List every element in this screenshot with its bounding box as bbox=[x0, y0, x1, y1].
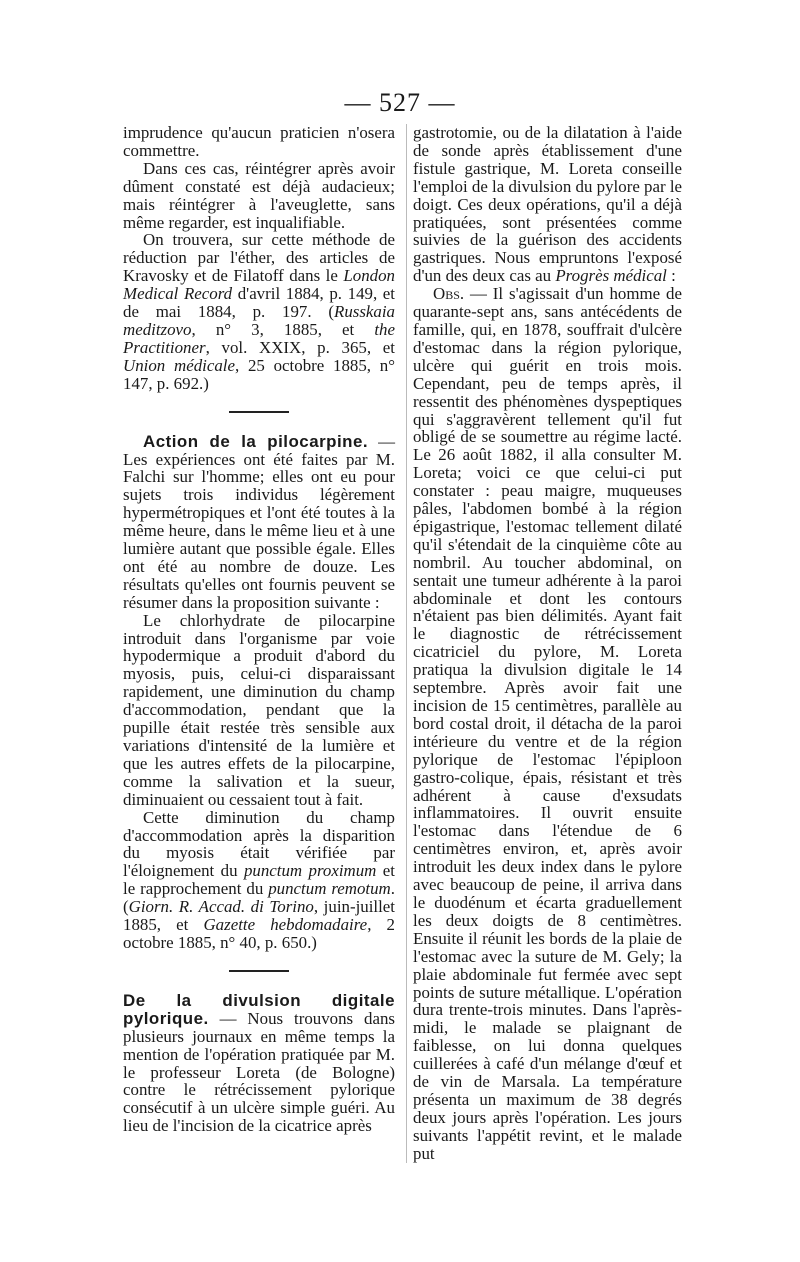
section-pilocarpine: Action de la pilocarpine. — Les expériences ont été faites par M. Falchi sur l'homme; elles ont eu pour sujets trois individus légèrement hypermétropiques et l'ont été toutes à la même heure, dans le même lieu et à une lumière autant que possible égale. Elles ont été au nombre de douze. Les résultats qu'elles ont fournis peuvent se résumer dans la proposition suivante : bbox=[123, 431, 395, 612]
obs-label: Obs. bbox=[433, 284, 465, 304]
section-divulsion: De la divulsion digitale pylorique. — Nous trouvons dans plusieurs journaux en même temps la mention de l'opération pratiquée par M. le professeur Loreta (de Bologne) contre le rétrécissement pylorique consécutif à un ulcère simple guéri. Au lieu de l'incision de la cicatrice après bbox=[123, 990, 395, 1136]
right-column bbox=[406, 124, 682, 1163]
paragraph: gastrotomie, ou de la dilatation à l'aide de sonde après établissement d'une fistule gastrique, M. Loreta conseille l'emploi de la divulsion du pylore par le doigt. Ces deux opérations, qu'il a déjà pratiquées, sont présentées comme suivies de la guérison des accidents gastriques. Nous empruntons l'exposé d'un des deux cas au Progrès médical : bbox=[413, 123, 683, 286]
left-column bbox=[123, 124, 395, 1135]
section-heading: De la divulsion digitale pylorique. bbox=[123, 990, 395, 1028]
paragraph: Le chlorhydrate de pilocarpine introduit dans l'organisme par voie hypodermique a produit d'abord du myosis, puis, celui-ci disparaissant rapidement, une diminution du champ d'accommodation, pendant que la pupille était restée très sensible aux variations d'intensité de la lumière et que les autres effets de la pilocarpine, comme la salivation et la sueur, diminuaient ou cessaient tout à fait. bbox=[123, 610, 395, 809]
observation-paragraph: Obs. — Il s'agissait d'un homme de quarante-sept ans, sans antécédents de famille, qui, en 1878, souffrait d'ulcère d'estomac dans la région pylorique, ulcère qui guérit en trois mois. Cependant, peu de temps après, il ressentit des phénomènes dyspeptiques qui s'aggravèrent tellement qu'il fut obligé de se soumettre au régime lacté. Le 26 août 1882, il alla consulter M. Loreta; voici ce que celui-ci put constater : peau maigre, muqueuses pâles, l'abdomen bombé à la région épigastrique, l'estomac tellement dilaté qu'il s'étendait de la cinquième côte au nombril. Au toucher abdominal, on sentait une tumeur adhérente à la paroi abdominale et dont les contours n'étaient pas bien délimités. Ayant fait le diagnostic de rétrécissement cicatriciel du pylore, M. Loreta pratiqua la divulsion digitale le 14 septembre. Après avoir fait une incision de 15 centimètres, parallèle au bord costal droit, il détacha de la paroi intérieure du ventre et de la région pylorique de l'estomac l'épiploon gastro-colique, épais, résistant et très adhérent à cause d'exsudats inflammatoires. Il ouvrit ensuite l'estomac dans l'étendue de 6 centimètres environ, et, après avoir introduit les deux index dans le pylore avec beaucoup de peine, il arriva dans le duodénum et écarta graduellement les deux doigts de 8 centimètres. Ensuite il réunit les bords de la plaie de l'estomac avec la suture de M. Gely; la plaie abdominale fut fermée avec sept points de suture métallique. L'opération dura trente-trois minutes. Dans l'après-midi, le malade se plaignant de faiblesse, on lui donna quelques cuillerées à café d'un mélange d'œuf et de vin de Marsala. La température présenta un maximum de 38 degrés deux jours après l'opération. Les jours suivants l'appétit revint, et le malade put bbox=[413, 284, 682, 1163]
divider bbox=[229, 970, 289, 972]
divider bbox=[229, 411, 289, 413]
section-heading: Action de la pilocarpine. bbox=[143, 431, 369, 451]
paragraph: Dans ces cas, réintégrer après avoir dûment constaté est déjà audacieux; mais réintégrer à l'aveuglette, sans même regarder, est inqualifiable. bbox=[123, 158, 395, 232]
paragraph: imprudence qu'aucun praticien n'osera commettre. bbox=[123, 123, 395, 160]
page-number: — 527 — bbox=[344, 88, 456, 117]
paragraph-references: On trouvera, sur cette méthode de réduction par l'éther, des articles de Kravosky et de Filatoff dans le London Medical Record d'avril 1884, p. 149, et de mai 1884, p. 197. (Russkaia meditzovo, n° 3, 1885, et the Practitioner, vol. XXIX, p. 365, et Union médicale, 25 octobre 1885, n° 147, p. 692.) bbox=[123, 230, 395, 393]
paragraph-references: Cette diminution du champ d'accommodation après la disparition du myosis était vérifiée par l'éloignement du punctum proximum et le rapprochement du punctum remotum. (Giorn. R. Accad. di Torino, juin-juillet 1885, et Gazette hebdomadaire, 2 octobre 1885, n° 40, p. 650.) bbox=[123, 807, 395, 952]
